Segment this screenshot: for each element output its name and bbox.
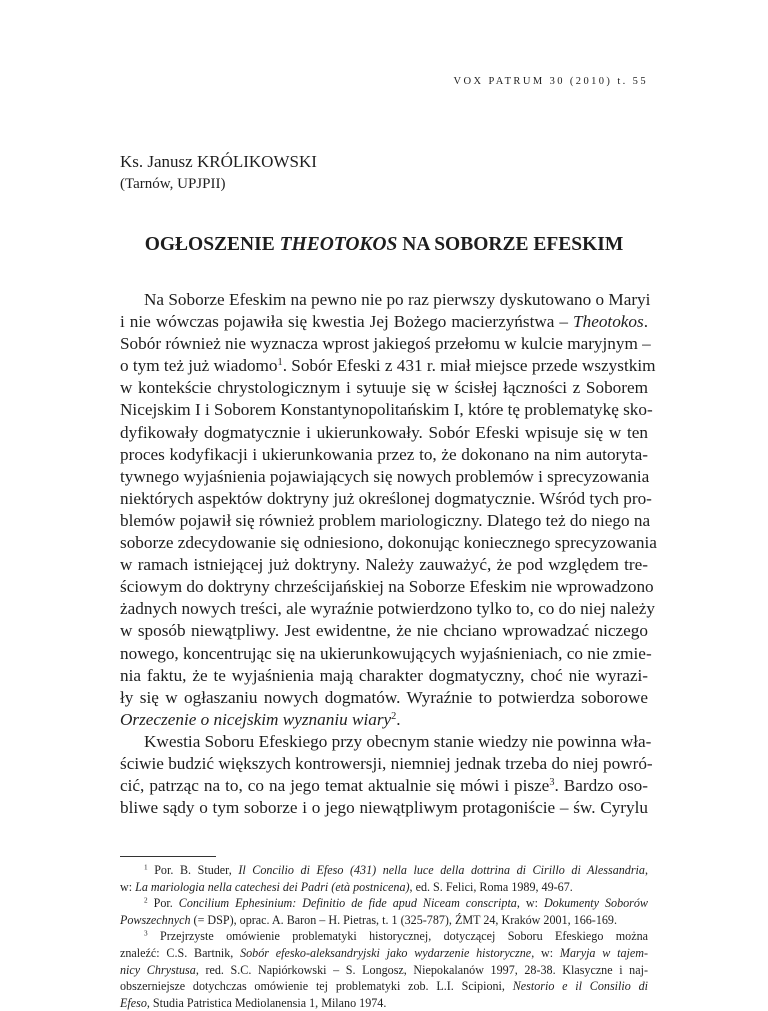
footnotes xyxy=(120,862,648,1011)
footnote-line: w: La mariologia nella catechesi dei Padri (età postnicena), ed. S. Felici, Roma 1989, 49-67. xyxy=(120,879,573,894)
body-text xyxy=(120,289,657,819)
footnote-2: $^2$ Por. Concilium Ephesinium: Definitio de fide apud Niceam conscripta, w: Dokumenty Soborów xyxy=(144,896,648,911)
body-line: o tym też już wiadomo$^1$. Sobór Efeski z 431 r. miał miejsce przede wszystkim xyxy=(120,356,656,376)
footnote-ref: 2 xyxy=(391,710,397,722)
body-line: nowego, koncentrując się na ukierunkowujących wyjaśnieniach, co nie zmie- xyxy=(120,643,652,663)
body-line: i nie wówczas pojawiła się kwestia Jej Bożego macierzyństwa – Theotokos. xyxy=(120,312,648,332)
title-part: NA SOBORZE EFESKIM xyxy=(397,234,624,255)
author-affiliation: (Tarnów, UPJPII) xyxy=(120,176,226,192)
footnote-1: $^1$ Por. B. Studer, Il Concilio di Efeso (431) nella luce della dottrina di Cirillo di Alessandria, xyxy=(144,863,648,877)
body-line: ściwie budzić większych kontrowersji, niemniej jednak trzeba do niej powró- xyxy=(120,753,653,773)
body-line: blemów pojawił się również problem mariologiczny. Dlatego też do niego na xyxy=(120,510,651,530)
footnote-ref: 1 xyxy=(277,357,283,369)
body-line: ły się w ogłaszaniu nowych dogmatów. Wyraźnie to potwierdza soborowe xyxy=(120,687,648,707)
body-line: Orzeczenie o nicejskim wyznaniu wiary$^2$. xyxy=(120,709,401,729)
body-line: proces kodyfikacji i ukierunkowania przez to, że dokonano na nim autoryta- xyxy=(120,444,648,464)
body-line: Sobór również nie wyznacza wprost jakiegoś przełomu w kulcie maryjnym – xyxy=(120,334,651,354)
body-line: w sposób niewątpliwy. Jest ewidentne, że nie chciano wprowadzać niczego xyxy=(120,621,648,641)
body-line: niektórych aspektów doktryny już określonej dogmatycznie. Wśród tych pro- xyxy=(120,488,652,508)
body-line: żadnych nowych treści, ale wyraźnie potwierdzono tylko to, co do niej należy xyxy=(120,599,656,619)
body-line: Kwestia Soboru Efeskiego przy obecnym stanie wiedzy nie powinna wła- xyxy=(144,731,652,751)
article-title xyxy=(120,233,648,257)
body-line: tywnego wyjaśnienia pojawiających się nowych problemów i sprecyzowania xyxy=(120,466,650,486)
footnote-line: znaleźć: C.S. Bartnik, Sobór efesko-aleksandryjski jako wydarzenie historyczne, w: Maryja w tajem- xyxy=(120,945,648,960)
body-line: Na Soborze Efeskim na pewno nie po raz pierwszy dyskutowano o Maryi xyxy=(144,290,651,309)
body-line: Nicejskim I i Soborem Konstantynopolitańskim I, które tę problematykę sko- xyxy=(120,400,653,420)
body-line: nia faktu, że te wyjaśnienia mają charakter dogmatyczny, choć nie wyrazi- xyxy=(120,665,648,685)
footnote-line: Efeso, Studia Patristica Mediolanensia 1, Milano 1974. xyxy=(120,995,387,1010)
footnote-line: nicy Chrystusa, red. S.C. Napiórkowski – S. Longosz, Niepokalanów 1997, 28-38. Klasyczne i naj- xyxy=(120,962,648,977)
footnote-line: obszerniejsze dotychczas omówienie tej problematyki zob. L.I. Scipioni, Nestorio e il Consilio di xyxy=(120,979,648,994)
footnote-divider xyxy=(120,856,216,857)
running-head: VOX PATRUM 30 (2010) t. 55 xyxy=(453,76,648,87)
body-line: ściowym do doktryny chrześcijańskiej na Soborze Efeskim nie wprowadzono xyxy=(120,577,654,597)
footnote-ref: 3 xyxy=(549,776,555,788)
body-line: bliwe sądy o tym soborze i o jego niewątpliwym protagoniście – św. Cyrylu xyxy=(120,798,648,818)
footnote-3: $^3$ Przejrzyste omówienie problematyki historycznej, dotyczącej Soboru Efeskiego można xyxy=(144,929,648,944)
footnote-line: Powszechnych (= DSP), oprac. A. Baron – H. Pietras, t. 1 (325-787), ŹMT 24, Kraków 2001, 166-169. xyxy=(120,912,618,927)
body-line: soborze zdecydowanie się odniesiono, dokonując koniecznego sprecyzowania xyxy=(120,533,657,553)
title-part: OGŁOSZENIE xyxy=(144,234,280,255)
title-italic: THEOTOKOS xyxy=(279,234,398,255)
body-line: dyfikowały dogmatycznie i ukierunkowały. Sobór Efeski wpisuje się w ten xyxy=(120,422,648,442)
author-name: Ks. Janusz KRÓLIKOWSKI xyxy=(120,152,317,171)
body-line: w ramach istniejącej już doktryny. Należy zauważyć, że pod względem tre- xyxy=(120,555,648,575)
body-line: w kontekście chrystologicznym i sytuuje się w ścisłej łączności z Soborem xyxy=(120,378,648,398)
body-line: cić, patrząc na to, co na jego temat aktualnie się mówi i pisze$^3$. Bardzo oso- xyxy=(120,776,648,796)
